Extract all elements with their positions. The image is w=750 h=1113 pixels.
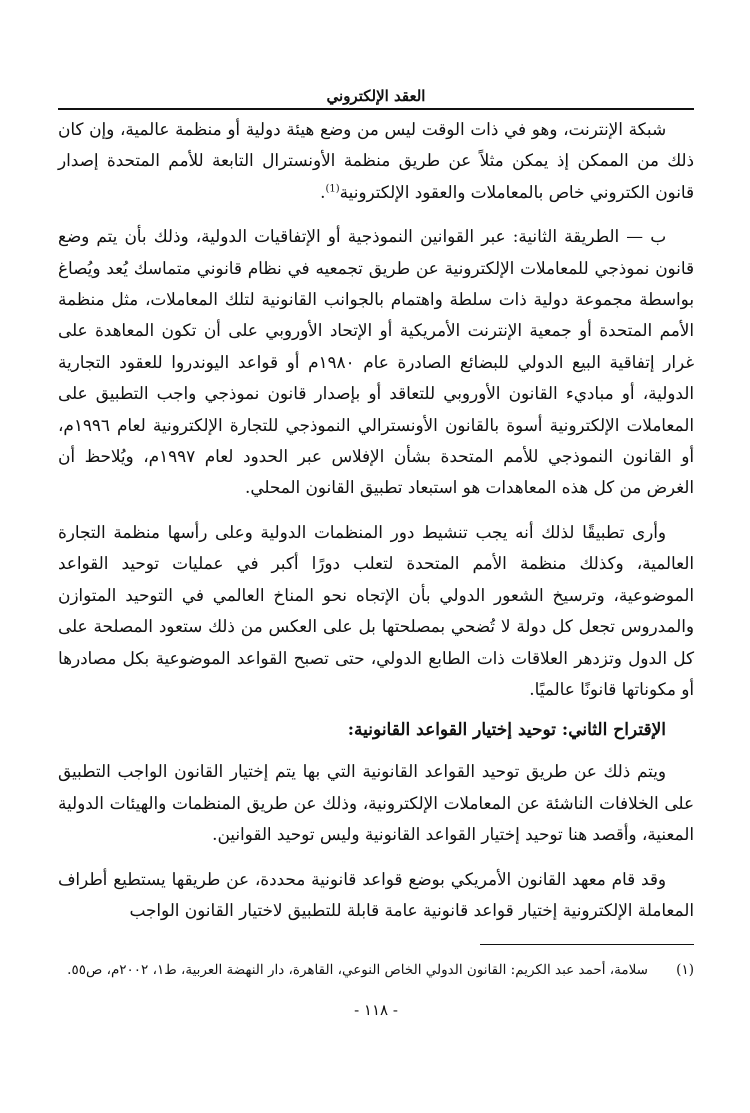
- paragraph-1-end: .: [320, 181, 326, 202]
- paragraph-5: وقد قام معهد القانون الأمريكي بوضع قواعد قانونية محددة، عن طريقها يستطيع أطراف المعاملة الإلكترونية إختيار قواعد قانونية عامة قابلة للتطبيق لاختيار القانون الواجب: [58, 868, 694, 920]
- paragraph-4: ويتم ذلك عن طريق توحيد القواعد القانونية التي بها يتم إختيار القانون الواجب التطبيق على الخلافات الناشئة عن المعاملات الإلكترونية، وذلك عن طريق المنظمات والهيئات الدولية المعنية، وأقصد هنا توحيد إختيار القواعد القانونية وليس توحيد القوانين.: [58, 761, 694, 845]
- footnote-number: (١): [676, 962, 694, 979]
- document-page: [58, 86, 694, 1020]
- paragraph-1: [58, 114, 694, 208]
- footnote-divider: [480, 944, 694, 945]
- paragraph-3: وأرى تطبيقًا لذلك أنه يجب تنشيط دور المنظمات الدولية وعلى رأسها منظمة التجارة العالمية، وكذلك منظمة الأمم المتحدة لتعلب دورًا أكبر في عمليات توحيد القواعد الموضوعية، وترسيخ الشعور الدولي بأن الإتجاه نحو المناخ العالمي في التوحيد المتوازن والمدروس تجعل كل دولة لا تُضحي بمصلحتها بل على العكس من ذلك ستعود المصلحة على كل الدول وتزدهر العلاقات ذات الطابع الدولي، حتى تصبح القواعد الموضوعية بكل مصادرها أو مكوناتها قانونًا عالميًا.: [58, 521, 694, 699]
- page-number: - ١١٨ -: [354, 1001, 398, 1020]
- section-heading: الإقتراح الثاني: توحيد إختيار القواعد القانونية:: [347, 720, 666, 741]
- footnote-reference[interactable]: (1): [325, 183, 340, 195]
- footnote: [58, 959, 694, 982]
- footnote-text: سلامة، أحمد عبد الكريم: القانون الدولي الخاص النوعي، القاهرة، دار النهضة العربية، ط١، ٢٠٠٢م، ص٥٥.: [67, 962, 648, 979]
- paragraph-1-text: شبكة الإنترنت، وهو في ذات الوقت ليس من وضع هيئة دولية أو منظمة عالمية، وإن كان ذلك من الممكن إذ يمكن مثلاً عن طريق منظمة الأونسترال التابعة للأمم المتحدة إصدار قانون الكتروني خاص بالمعاملات والعقود الإلكترونية: [58, 119, 694, 202]
- header-divider: [58, 108, 694, 110]
- running-header-title: العقد الإلكتروني: [326, 87, 426, 105]
- paragraph-2: ب — الطريقة الثانية: عبر القوانين النموذجية أو الإتفاقيات الدولية، وذلك بأن يتم وضع قانون نموذجي للمعاملات الإلكترونية عن طريق تجمعيه في نظام قانوني متماسك يُعد ويُصاغ بواسطة مجموعة دولية ذات سلطة واهتمام بالجوانب القانونية لتلك المعاملات، مثل منظمة الأمم المتحدة أو جمعية الإنترنت الأمريكية أو الإتحاد الأوروبي على أن تكون المعاهدة على غرار إتفاقية البيع الدولي للبضائع الصادرة عام ١٩٨٠م أو قواعد اليوندروا للعقود التجارية الدولية، أو مباديء القانون الأوروبي للتعاقد أو بإصدار قانون نموذجي واجب التطبيق على المعاملات الإلكترونية أسوة بالقانون الأونسترالي النموذجي للتجارة الإلكترونية لعام ١٩٩٦م، أو القانون النموذجي للأمم المتحدة بشأن الإفلاس عبر الحدود لعام ١٩٩٧م، ويُلاحظ أن الغرض من كل هذه المعاهدات هو استبعاد تطبيق القانون المحلي.: [58, 226, 695, 498]
